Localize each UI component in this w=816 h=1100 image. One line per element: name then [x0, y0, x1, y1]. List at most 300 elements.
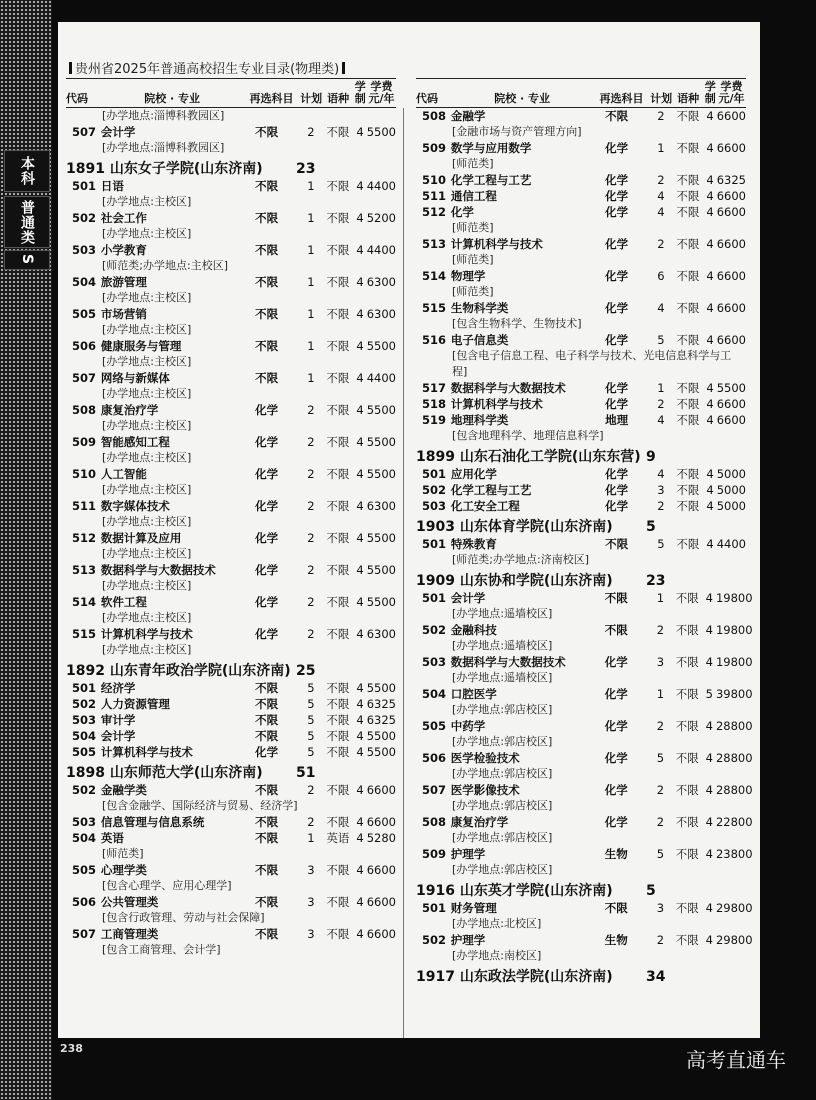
major-fee: 6300	[366, 499, 396, 513]
major-fee: 4400	[366, 179, 396, 193]
institution-plan: 25	[296, 663, 316, 679]
major-code: 508	[422, 815, 447, 829]
major-length: 4	[356, 595, 364, 609]
major-plan: 1	[657, 141, 665, 155]
major-length: 4	[356, 863, 364, 877]
entry-note: [办学地点:主校区]	[102, 387, 192, 400]
major-fee: 19800	[715, 655, 753, 669]
major-length: 4	[706, 301, 714, 315]
major-fee: 5000	[716, 467, 746, 481]
major-plan: 2	[307, 403, 315, 417]
major-name: 人力资源管理	[100, 697, 170, 711]
major-subject: 化学	[605, 269, 629, 283]
table-row	[66, 530, 396, 546]
table-row	[416, 536, 746, 552]
institution-name: 1898 山东师范大学(山东济南)	[66, 765, 263, 781]
major-name: 化学	[450, 205, 474, 219]
major-name: 市场营销	[100, 307, 147, 321]
major-subject: 化学	[255, 627, 279, 641]
major-fee: 6300	[366, 307, 396, 321]
major-length: 4	[706, 467, 714, 481]
major-subject: 生物	[604, 847, 628, 861]
table-row	[416, 846, 753, 862]
table-row	[66, 830, 396, 846]
major-code: 505	[422, 719, 447, 733]
table-row	[416, 622, 753, 638]
major-subject: 不限	[604, 623, 628, 637]
major-plan: 5	[307, 729, 315, 743]
major-name: 金融科技	[450, 623, 497, 637]
major-plan: 2	[307, 783, 315, 797]
major-length: 4	[705, 751, 713, 765]
table-row	[66, 696, 396, 712]
entry-note: [办学地点:南校区]	[452, 949, 542, 962]
major-subject: 化学	[605, 499, 629, 513]
brand-watermark: 高考直通车	[686, 1048, 786, 1072]
major-fee: 6600	[716, 237, 746, 251]
major-name: 审计学	[100, 713, 136, 727]
major-name: 计算机科学与技术	[450, 237, 543, 251]
side-tab-s: S	[4, 250, 50, 270]
major-subject: 不限	[604, 591, 628, 605]
entry-note: [包含生物科学、生物技术]	[452, 317, 582, 330]
major-plan: 3	[656, 655, 665, 669]
major-code: 506	[72, 895, 97, 909]
major-lang: 不限	[326, 125, 350, 139]
major-name: 特殊教育	[450, 537, 497, 551]
major-subject: 化学	[255, 403, 279, 417]
major-subject: 不限	[255, 681, 279, 695]
major-lang: 不限	[676, 381, 700, 395]
major-plan: 5	[307, 697, 315, 711]
major-code: 504	[72, 729, 97, 743]
institution-plan: 5	[646, 519, 656, 535]
major-name: 康复治疗学	[450, 815, 509, 829]
major-subject: 不限	[255, 815, 279, 829]
institution-heading	[66, 764, 396, 782]
major-subject: 不限	[255, 371, 279, 385]
entry-note: [办学地点:北校区]	[452, 917, 542, 930]
major-plan: 1	[307, 371, 315, 385]
major-length: 4	[356, 275, 364, 289]
major-lang: 不限	[676, 237, 700, 251]
major-name: 中药学	[450, 719, 486, 733]
table-row	[416, 332, 746, 348]
entry-note: [师范类]	[452, 285, 494, 298]
major-subject: 化学	[255, 467, 279, 481]
major-subject: 化学	[605, 173, 629, 187]
major-name: 医学影像技术	[450, 783, 520, 797]
institution-heading	[416, 968, 746, 986]
right-column	[416, 78, 753, 986]
major-length: 4	[356, 783, 364, 797]
major-fee: 6325	[366, 713, 396, 727]
major-lang: 不限	[676, 173, 700, 187]
major-subject: 化学	[604, 815, 628, 829]
major-fee: 29800	[715, 901, 753, 915]
left-column	[66, 78, 396, 958]
catalog-page	[58, 22, 760, 1038]
major-plan: 5	[307, 745, 315, 759]
table-row	[66, 728, 396, 744]
major-name: 会计学	[100, 729, 136, 743]
major-code: 509	[422, 847, 447, 861]
table-row	[66, 814, 396, 830]
major-fee: 6600	[366, 895, 396, 909]
major-name: 信息管理与信息系统	[100, 815, 205, 829]
entry-note: [师范类;办学地点:主校区]	[102, 259, 228, 272]
header-len: 学制	[704, 80, 716, 105]
major-name: 电子信息类	[450, 333, 509, 347]
major-subject: 不限	[255, 179, 279, 193]
major-length: 4	[706, 397, 714, 411]
major-plan: 2	[656, 815, 665, 829]
major-plan: 2	[656, 783, 665, 797]
table-row	[416, 782, 753, 798]
major-subject: 化学	[605, 381, 629, 395]
major-length: 4	[706, 333, 714, 347]
major-lang: 不限	[675, 751, 699, 765]
header-len: 学制	[354, 80, 366, 105]
institution-name: 1909 山东协和学院(山东济南)	[416, 573, 613, 589]
column-divider	[403, 108, 404, 1038]
major-plan: 6	[657, 269, 665, 283]
major-name: 网络与新媒体	[100, 371, 170, 385]
major-code: 510	[422, 173, 447, 187]
major-length: 4	[356, 815, 364, 829]
major-plan: 3	[657, 483, 665, 497]
major-fee: 6600	[716, 141, 746, 155]
table-row	[66, 242, 396, 258]
major-name: 会计学	[100, 125, 136, 139]
major-subject: 化学	[605, 483, 629, 497]
major-plan: 2	[656, 933, 665, 947]
major-lang: 不限	[326, 371, 350, 385]
major-fee: 5500	[366, 403, 396, 417]
major-name: 经济学	[100, 681, 136, 695]
major-code: 506	[422, 751, 447, 765]
major-name: 化工安全工程	[450, 499, 520, 513]
major-code: 515	[72, 627, 97, 641]
major-subject: 化学	[605, 333, 629, 347]
major-code: 514	[72, 595, 97, 609]
major-code: 502	[422, 623, 447, 637]
major-lang: 不限	[675, 719, 699, 733]
major-lang: 不限	[326, 467, 350, 481]
major-lang: 不限	[326, 275, 350, 289]
major-subject: 化学	[604, 751, 628, 765]
major-length: 4	[356, 895, 364, 909]
major-code: 512	[422, 205, 447, 219]
major-length: 4	[356, 681, 364, 695]
major-code: 504	[422, 687, 447, 701]
entry-note: [办学地点:主校区]	[102, 291, 192, 304]
major-fee: 6300	[366, 275, 396, 289]
major-code: 505	[72, 307, 97, 321]
entry-note: [师范类]	[452, 157, 494, 170]
major-code: 501	[72, 681, 97, 695]
table-row	[66, 434, 396, 450]
major-subject: 不限	[255, 783, 279, 797]
table-row	[66, 712, 396, 728]
table-row	[66, 338, 396, 354]
major-lang: 不限	[326, 403, 350, 417]
major-code: 508	[422, 109, 447, 123]
entry-note: [办学地点:主校区]	[102, 483, 192, 496]
major-code: 509	[72, 435, 97, 449]
entry-note: [包含工商管理、会计学]	[102, 943, 221, 956]
major-length: 4	[356, 713, 364, 727]
table-row	[66, 370, 396, 386]
major-fee: 28800	[715, 783, 753, 797]
entry-note: [办学地点:遥墙校区]	[452, 671, 553, 684]
table-row	[66, 274, 396, 290]
major-name: 计算机科学与技术	[100, 745, 193, 759]
institution-plan: 9	[646, 449, 656, 465]
major-subject: 化学	[255, 595, 279, 609]
major-fee: 39800	[715, 687, 753, 701]
major-lang: 不限	[326, 927, 350, 941]
header-subject: 再选科目	[249, 92, 294, 105]
major-name: 数学与应用数学	[450, 141, 532, 155]
major-plan: 2	[657, 397, 665, 411]
major-name: 生物科学类	[450, 301, 509, 315]
entry-note: [办学地点:主校区]	[102, 579, 192, 592]
major-length: 4	[705, 591, 713, 605]
institution-name: 1917 山东政法学院(山东济南)	[416, 969, 613, 985]
major-name: 健康服务与管理	[100, 339, 182, 353]
side-tab-undergrad: 本科	[4, 150, 50, 192]
major-plan: 2	[307, 435, 315, 449]
major-name: 心理学类	[100, 863, 147, 877]
major-plan: 1	[307, 307, 315, 321]
major-code: 502	[72, 211, 97, 225]
major-fee: 6600	[716, 301, 746, 315]
table-row	[416, 750, 753, 766]
entry-note: [办学地点:遥墙校区]	[452, 607, 553, 620]
page-number: 238	[60, 1042, 83, 1055]
major-subject: 不限	[255, 697, 279, 711]
major-length: 4	[356, 435, 364, 449]
major-length: 4	[705, 847, 713, 861]
page-header	[66, 58, 348, 77]
major-plan: 1	[307, 179, 315, 193]
major-plan: 2	[307, 815, 315, 829]
major-lang: 不限	[326, 783, 350, 797]
major-plan: 4	[657, 205, 665, 219]
major-plan: 4	[657, 189, 665, 203]
major-lang: 不限	[326, 339, 350, 353]
major-lang: 不限	[676, 189, 700, 203]
major-fee: 19800	[715, 591, 753, 605]
table-row	[416, 466, 746, 482]
table-row	[66, 894, 396, 910]
major-plan: 5	[656, 847, 665, 861]
major-lang: 不限	[326, 895, 350, 909]
entry-note: [办学地点:主校区]	[102, 515, 192, 528]
entry-note: [包含行政管理、劳动与社会保障]	[102, 911, 265, 924]
major-lang: 不限	[326, 179, 350, 193]
major-plan: 2	[307, 531, 315, 545]
entry-note: [办学地点:郭店校区]	[452, 799, 553, 812]
major-plan: 3	[307, 895, 315, 909]
major-fee: 5500	[366, 563, 396, 577]
entry-note: [办学地点:主校区]	[102, 643, 192, 656]
major-lang: 不限	[326, 595, 350, 609]
major-code: 507	[72, 125, 97, 139]
table-row	[416, 814, 753, 830]
major-code: 502	[422, 933, 447, 947]
major-length: 4	[706, 109, 714, 123]
major-name: 化学工程与工艺	[450, 173, 532, 187]
major-subject: 化学	[255, 435, 279, 449]
major-plan: 5	[656, 751, 665, 765]
major-length: 4	[705, 783, 713, 797]
major-fee: 23800	[715, 847, 753, 861]
major-lang: 不限	[675, 687, 699, 701]
header-lang: 语种	[677, 92, 700, 105]
major-plan: 2	[307, 125, 315, 139]
major-plan: 1	[656, 591, 665, 605]
major-fee: 6600	[366, 863, 396, 877]
major-lang: 不限	[676, 499, 700, 513]
major-lang: 不限	[326, 815, 350, 829]
major-code: 509	[422, 141, 447, 155]
major-lang: 不限	[676, 141, 700, 155]
major-length: 4	[356, 563, 364, 577]
major-lang: 不限	[675, 901, 699, 915]
entry-note: [办学地点:主校区]	[102, 195, 192, 208]
major-name: 日语	[100, 179, 124, 193]
institution-heading	[66, 662, 396, 680]
major-length: 4	[706, 173, 714, 187]
major-length: 4	[356, 745, 364, 759]
entry-note: [办学地点:主校区]	[102, 611, 192, 624]
entry-note: [师范类]	[452, 221, 494, 234]
major-fee: 6600	[716, 333, 746, 347]
table-row	[416, 236, 746, 252]
major-length: 4	[706, 141, 714, 155]
major-name: 金融学类	[100, 783, 147, 797]
institution-plan: 23	[646, 573, 666, 589]
table-row	[416, 204, 746, 220]
major-length: 4	[706, 483, 714, 497]
major-fee: 29800	[715, 933, 753, 947]
major-fee: 28800	[715, 719, 753, 733]
major-plan: 5	[307, 681, 315, 695]
major-length: 4	[706, 381, 714, 395]
major-plan: 1	[307, 831, 315, 845]
major-length: 4	[705, 933, 713, 947]
major-length: 4	[356, 467, 364, 481]
major-code: 513	[72, 563, 97, 577]
major-code: 510	[72, 467, 97, 481]
major-length: 4	[705, 815, 713, 829]
major-code: 501	[422, 467, 447, 481]
major-length: 4	[356, 729, 364, 743]
major-name: 人工智能	[100, 467, 147, 481]
major-length: 4	[356, 531, 364, 545]
institution-name: 1916 山东英才学院(山东济南)	[416, 883, 613, 899]
major-fee: 5500	[366, 745, 396, 759]
major-length: 4	[706, 413, 714, 427]
table-row	[66, 782, 396, 798]
major-fee: 5500	[366, 681, 396, 695]
major-code: 503	[72, 243, 97, 257]
major-subject: 不限	[255, 125, 279, 139]
major-code: 516	[422, 333, 447, 347]
major-plan: 2	[307, 467, 315, 481]
major-subject: 不限	[604, 901, 628, 915]
major-fee: 5280	[366, 831, 396, 845]
entry-note: [办学地点:淄博科教园区]	[102, 141, 225, 154]
major-plan: 3	[656, 901, 665, 915]
table-row	[416, 380, 746, 396]
side-tab-general: 普通类	[4, 196, 50, 248]
major-plan: 2	[307, 563, 315, 577]
major-subject: 化学	[255, 531, 279, 545]
major-code: 506	[72, 339, 97, 353]
major-fee: 6325	[366, 697, 396, 711]
table-row	[416, 900, 753, 916]
table-row	[416, 108, 746, 124]
major-name: 应用化学	[450, 467, 497, 481]
major-length: 4	[356, 243, 364, 257]
major-lang: 不限	[676, 301, 700, 315]
major-length: 4	[356, 307, 364, 321]
major-code: 501	[72, 179, 97, 193]
major-lang: 不限	[676, 413, 700, 427]
entry-note: [包含地理科学、地理信息科学]	[452, 429, 604, 442]
major-code: 511	[422, 189, 447, 203]
major-lang: 不限	[676, 205, 700, 219]
major-name: 智能感知工程	[100, 435, 170, 449]
major-lang: 不限	[326, 863, 350, 877]
major-subject: 不限	[255, 275, 279, 289]
major-lang: 不限	[326, 681, 350, 695]
major-lang: 不限	[326, 243, 350, 257]
table-row	[416, 932, 753, 948]
major-subject: 化学	[604, 655, 628, 669]
major-name: 小学教育	[100, 243, 147, 257]
table-row	[66, 466, 396, 482]
major-plan: 2	[307, 499, 315, 513]
major-plan: 2	[656, 623, 665, 637]
major-lang: 不限	[326, 627, 350, 641]
major-plan: 1	[656, 687, 665, 701]
major-fee: 6600	[366, 927, 396, 941]
major-length: 4	[706, 269, 714, 283]
major-subject: 化学	[255, 745, 279, 759]
major-plan: 5	[657, 333, 665, 347]
table-row	[416, 654, 753, 670]
table-row	[416, 188, 746, 204]
major-subject: 不限	[255, 831, 279, 845]
major-name: 化学工程与工艺	[450, 483, 532, 497]
major-code: 515	[422, 301, 447, 315]
major-fee: 5500	[366, 595, 396, 609]
table-row	[66, 306, 396, 322]
table-row	[66, 498, 396, 514]
entry-note: [师范类;办学地点:济南校区]	[452, 553, 589, 566]
major-subject: 化学	[605, 237, 629, 251]
major-fee: 6600	[716, 109, 746, 123]
major-subject: 化学	[605, 189, 629, 203]
major-length: 4	[705, 655, 713, 669]
major-lang: 不限	[676, 537, 700, 551]
major-name: 医学检验技术	[450, 751, 520, 765]
entry-note: [办学地点:主校区]	[102, 323, 192, 336]
